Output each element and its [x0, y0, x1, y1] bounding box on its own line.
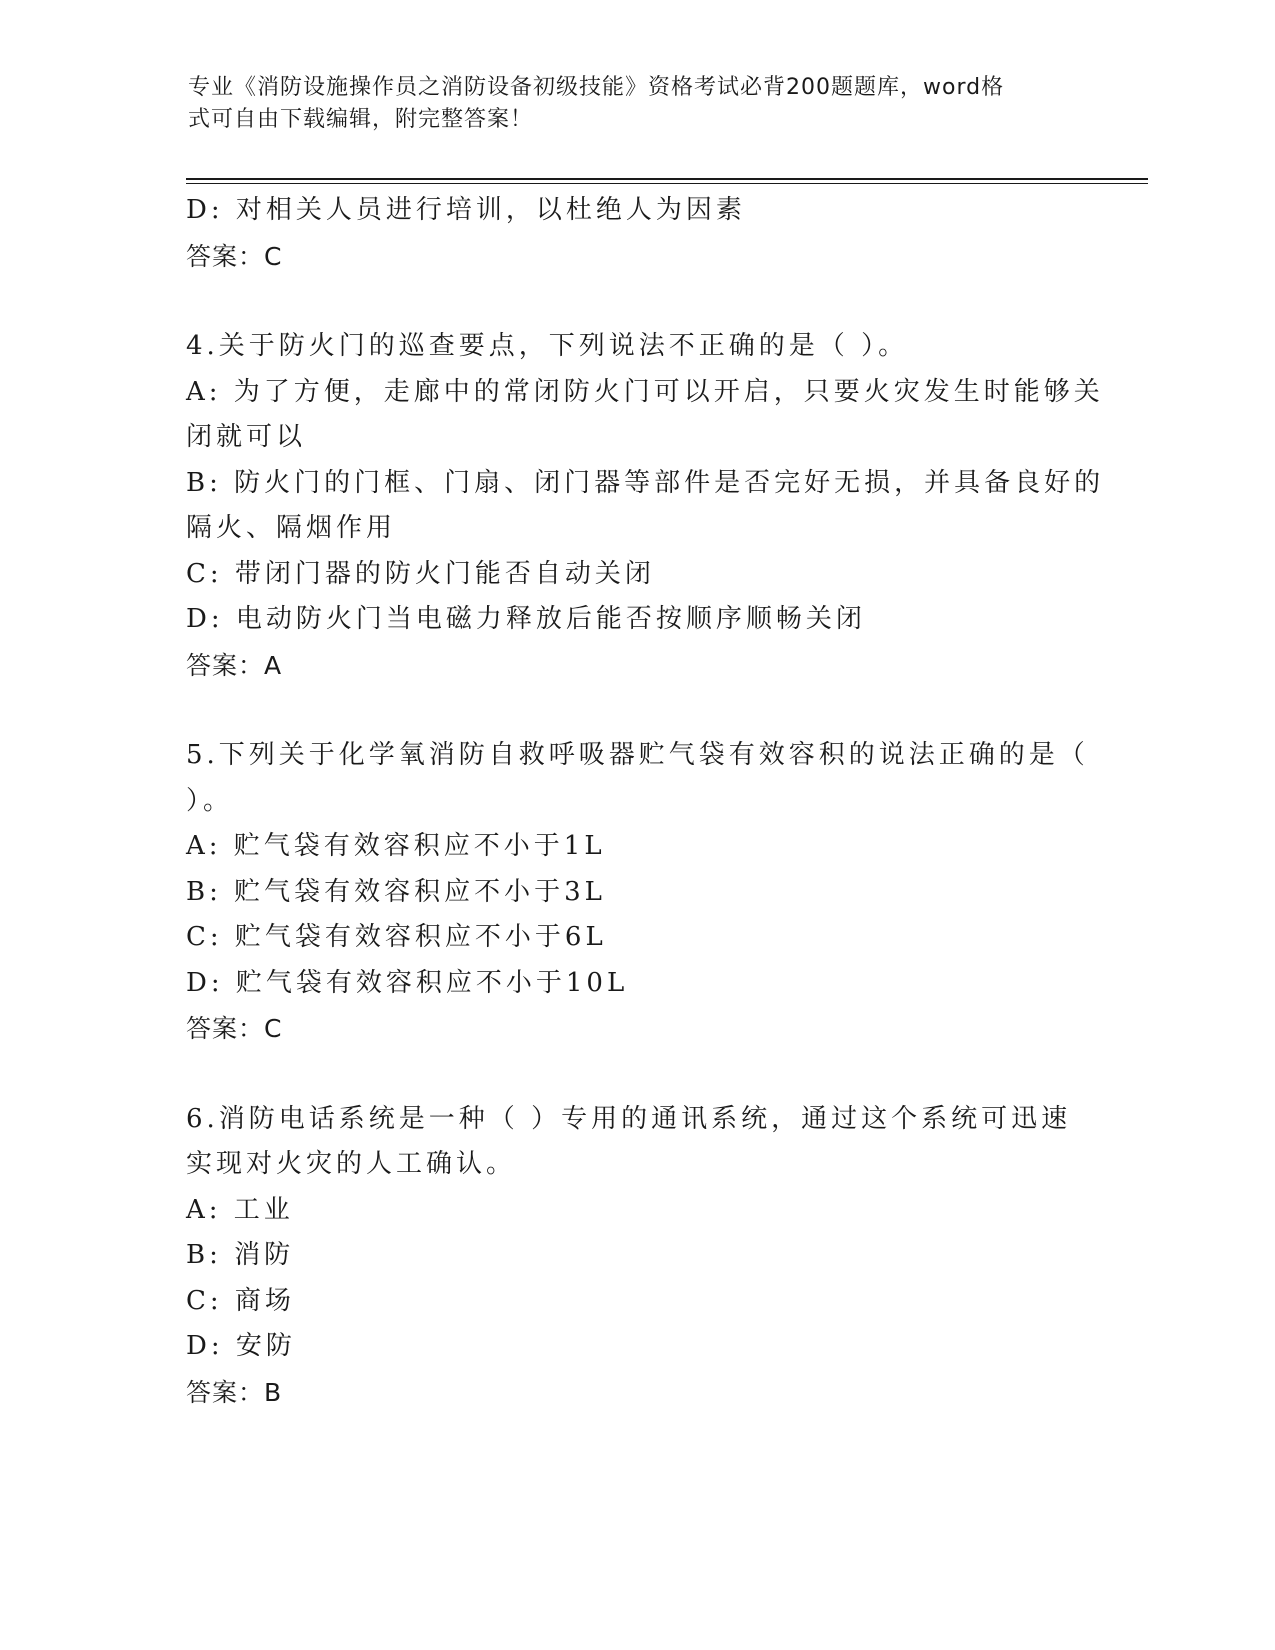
option-b: B: 贮气袋有效容积应不小于3L	[186, 876, 606, 907]
question-stem: 6.消防电话系统是一种（ ）专用的通讯系统，通过这个系统可迅速	[186, 1103, 1072, 1134]
spacer	[186, 1052, 1086, 1097]
header-divider-thick	[186, 178, 1148, 180]
option-b: B: 防火门的门框、门扇、闭门器等部件是否完好无损，并具备良好的	[186, 467, 1105, 498]
option-c: C: 贮气袋有效容积应不小于6L	[186, 922, 607, 952]
header-divider-thin	[186, 183, 1148, 184]
option-d: D: 安防	[186, 1331, 296, 1361]
option-d: D: 贮气袋有效容积应不小于10L	[186, 967, 629, 998]
spacer	[186, 688, 1086, 733]
header-title-line-2: 式可自由下载编辑，附完整答案！	[188, 107, 534, 132]
option-d: D: 对相关人员进行培训，以杜绝人为因素	[186, 195, 746, 225]
answer-label: 答案：C	[186, 241, 283, 271]
option-d: D: 电动防火门当电磁力释放后能否按顺序顺畅关闭	[186, 604, 866, 634]
spacer	[186, 279, 1086, 324]
option-b-continuation: 隔火、隔烟作用	[186, 513, 397, 543]
question-3-tail	[186, 188, 1086, 279]
option-c: C: 带闭门器的防火门能否自动关闭	[186, 558, 655, 589]
question-stem-continuation: 实现对火灾的人工确认。	[186, 1149, 517, 1179]
answer-label: 答案：C	[186, 1014, 283, 1043]
question-stem-continuation: ）。	[186, 785, 234, 816]
option-a: A: 贮气袋有效容积应不小于1L	[186, 831, 606, 861]
option-a: A: 工业	[186, 1194, 294, 1225]
question-4	[186, 324, 1105, 688]
answer-label: 答案：A	[186, 650, 283, 680]
document-header	[188, 72, 1068, 136]
question-stem: 5.下列关于化学氧消防自救呼吸器贮气袋有效容积的说法正确的是（	[186, 740, 1089, 770]
option-b: B: 消防	[186, 1240, 295, 1270]
question-stem: 4.关于防火门的巡查要点，下列说法不正确的是（ ）。	[186, 331, 909, 361]
option-a-continuation: 闭就可以	[186, 422, 307, 452]
answer-label: 答案：B	[186, 1377, 283, 1407]
question-list	[186, 188, 1105, 1415]
question-6	[186, 1097, 1086, 1416]
option-a: A: 为了方便，走廊中的常闭防火门可以开启，只要火灾发生时能够关	[186, 376, 1104, 407]
option-c: C: 商场	[186, 1285, 295, 1316]
question-5	[186, 733, 1089, 1052]
header-title-line-1: 专业《消防设施操作员之消防设备初级技能》资格考试必背200题题库，word格	[188, 75, 1005, 100]
